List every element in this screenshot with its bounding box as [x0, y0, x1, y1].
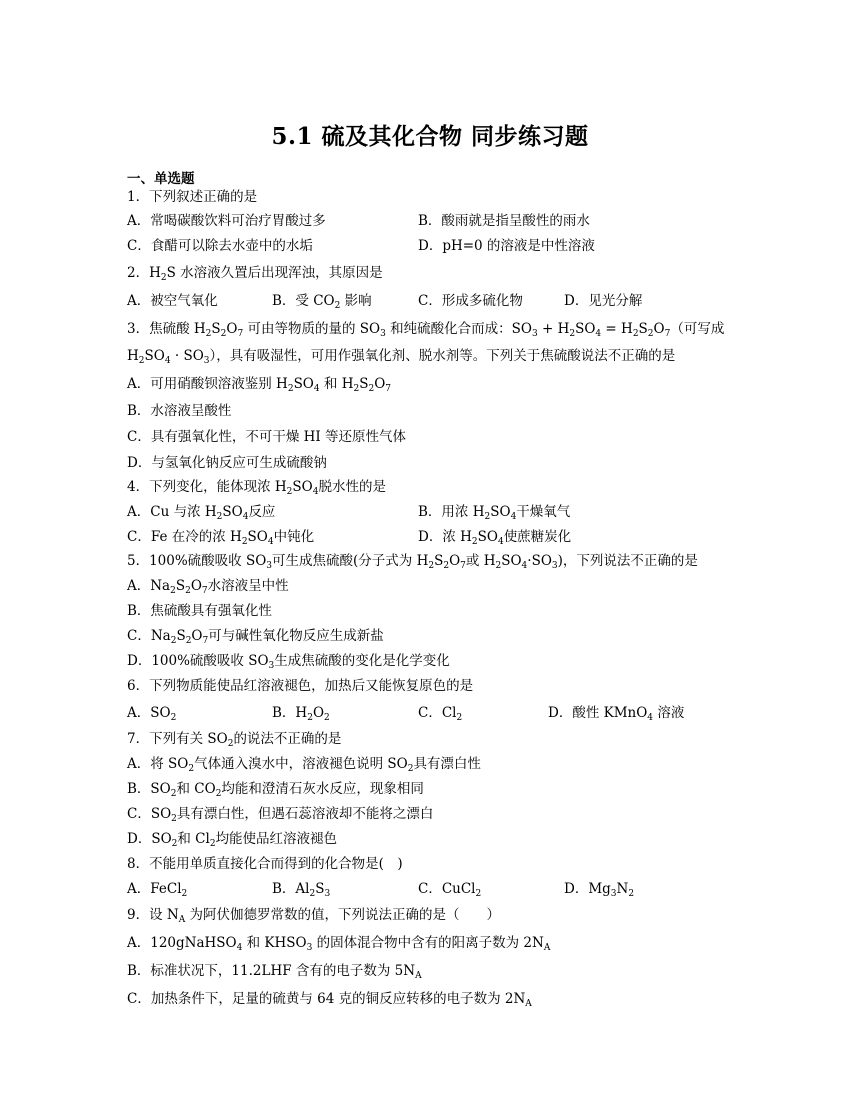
page-title: 5.1 硫及其化合物 同步练习题	[271, 123, 589, 150]
question-1-option-b: B．酸雨就是指呈酸性的雨水	[418, 213, 590, 229]
question-6-option-c: C．$Cl_2$	[418, 705, 463, 723]
question-8-stem: 8．不能用单质直接化合而得到的化合物是( )	[127, 856, 403, 872]
question-3-option-a: A．可用硝酸钡溶液鉴别 $H_2SO_4$ 和 $H_2S_2O_7$	[127, 376, 392, 394]
question-1-option-d: D．pH=0 的溶液是中性溶液	[418, 238, 595, 254]
question-5-option-c: C．$Na_2S_2O_7$可与碱性氧化物反应生成新盐	[127, 628, 384, 646]
question-6-option-d: D．酸性 KMnO$_4$ 溶液	[548, 705, 685, 723]
question-7-stem: 7．下列有关 $SO_2$的说法不正确的是	[127, 731, 342, 749]
question-4-stem: 4．下列变化，能体现浓 $H_2SO_4$脱水性的是	[127, 479, 386, 497]
question-3-option-c: C．具有强氧化性，不可干燥 HI 等还原性气体	[127, 429, 407, 445]
question-8-option-a: A．FeCl$_2$	[127, 881, 188, 899]
question-9-stem: 9．设 $N_A$ 为阿伏伽德罗常数的值，下列说法正确的是（ ）	[127, 907, 500, 925]
question-2-option-a: A．被空气氧化	[127, 293, 218, 309]
question-3-stem-line-2: $H_2SO_4 \cdot SO_3$），具有吸湿性，可用作强氧化剂、脱水剂等。下列关于焦硫酸说法不正确的是	[127, 348, 676, 366]
question-2-stem: 2．$H_2S$ 水溶液久置后出现浑浊，其原因是	[127, 265, 383, 283]
question-7-option-c: C．$SO_2$具有漂白性，但遇石蕊溶液却不能将之漂白	[127, 806, 434, 824]
question-1-option-a: A．常喝碳酸饮料可治疗胃酸过多	[127, 213, 326, 229]
question-7-option-d: D．$SO_2$和 $Cl_2$均能使品红溶液褪色	[127, 831, 338, 849]
question-3-option-d: D．与氢氧化钠反应可生成硫酸钠	[127, 455, 327, 471]
question-4-option-a: A．Cu 与浓 $H_2SO_4$反应	[127, 504, 276, 522]
question-8-option-d: D．$Mg_3N_2$	[564, 881, 635, 899]
question-1-option-c: C．食醋可以除去水壶中的水垢	[127, 238, 313, 254]
question-9-option-b: B．标准状况下，11.2LHF 含有的电子数为 $5N_A$	[127, 963, 422, 981]
question-8-option-b: B．$Al_2S_3$	[272, 881, 331, 899]
question-5-option-b: B．焦硫酸具有强氧化性	[127, 603, 272, 619]
question-5-stem: 5．100%硫酸吸收 $SO_3$可生成焦硫酸(分子式为 $H_2S_2O_7$或 $H_2SO_4\cdot SO_3$)，下列说法不正确的是	[127, 553, 698, 571]
question-5-option-a: A．$Na_2S_2O_7$水溶液呈中性	[127, 578, 289, 596]
question-2-option-b: B．受 $CO_2$ 影响	[272, 293, 372, 311]
question-3-option-b: B．水溶液呈酸性	[127, 403, 232, 419]
question-4-option-c: C．Fe 在冷的浓 $H_2SO_4$中钝化	[127, 529, 315, 547]
question-5-option-d: D．100%硫酸吸收 $SO_3$生成焦硫酸的变化是化学变化	[127, 653, 450, 671]
question-1-stem: 1．下列叙述正确的是	[127, 189, 258, 205]
question-2-option-c: C．形成多硫化物	[418, 293, 523, 309]
question-8-option-c: C．CuCl$_2$	[418, 881, 482, 899]
question-9-option-a: A．120gNaHSO$_4$ 和 $KHSO_3$ 的固体混合物中含有的阳离子数为 $2N_A$	[127, 935, 551, 953]
question-7-option-a: A．将 $SO_2$气体通入溴水中，溶液褪色说明 $SO_2$具有漂白性	[127, 756, 481, 774]
question-6-option-b: B．$H_2O_2$	[272, 705, 330, 723]
section-heading: 一、单选题	[127, 171, 195, 187]
question-6-option-a: A．$SO_2$	[127, 705, 177, 723]
question-4-option-b: B．用浓 $H_2SO_4$干燥氧气	[418, 504, 571, 522]
question-3-stem-line-1: 3．焦硫酸 $H_2S_2O_7$ 可由等物质的量的 $SO_3$ 和纯硫酸化合而成：$SO_3 + H_2SO_4 = H_2S_2O_7$（可写成	[127, 321, 725, 339]
question-4-option-d: D．浓 $H_2SO_4$使蔗糖炭化	[418, 529, 572, 547]
question-6-stem: 6．下列物质能使品红溶液褪色，加热后又能恢复原色的是	[127, 678, 474, 694]
question-7-option-b: B．$SO_2$和 $CO_2$均能和澄清石灰水反应，现象相同	[127, 781, 424, 799]
question-9-option-c: C．加热条件下，足量的硫黄与 64 克的铜反应转移的电子数为 $2N_A$	[127, 991, 532, 1009]
question-2-option-d: D．见光分解	[564, 293, 643, 309]
